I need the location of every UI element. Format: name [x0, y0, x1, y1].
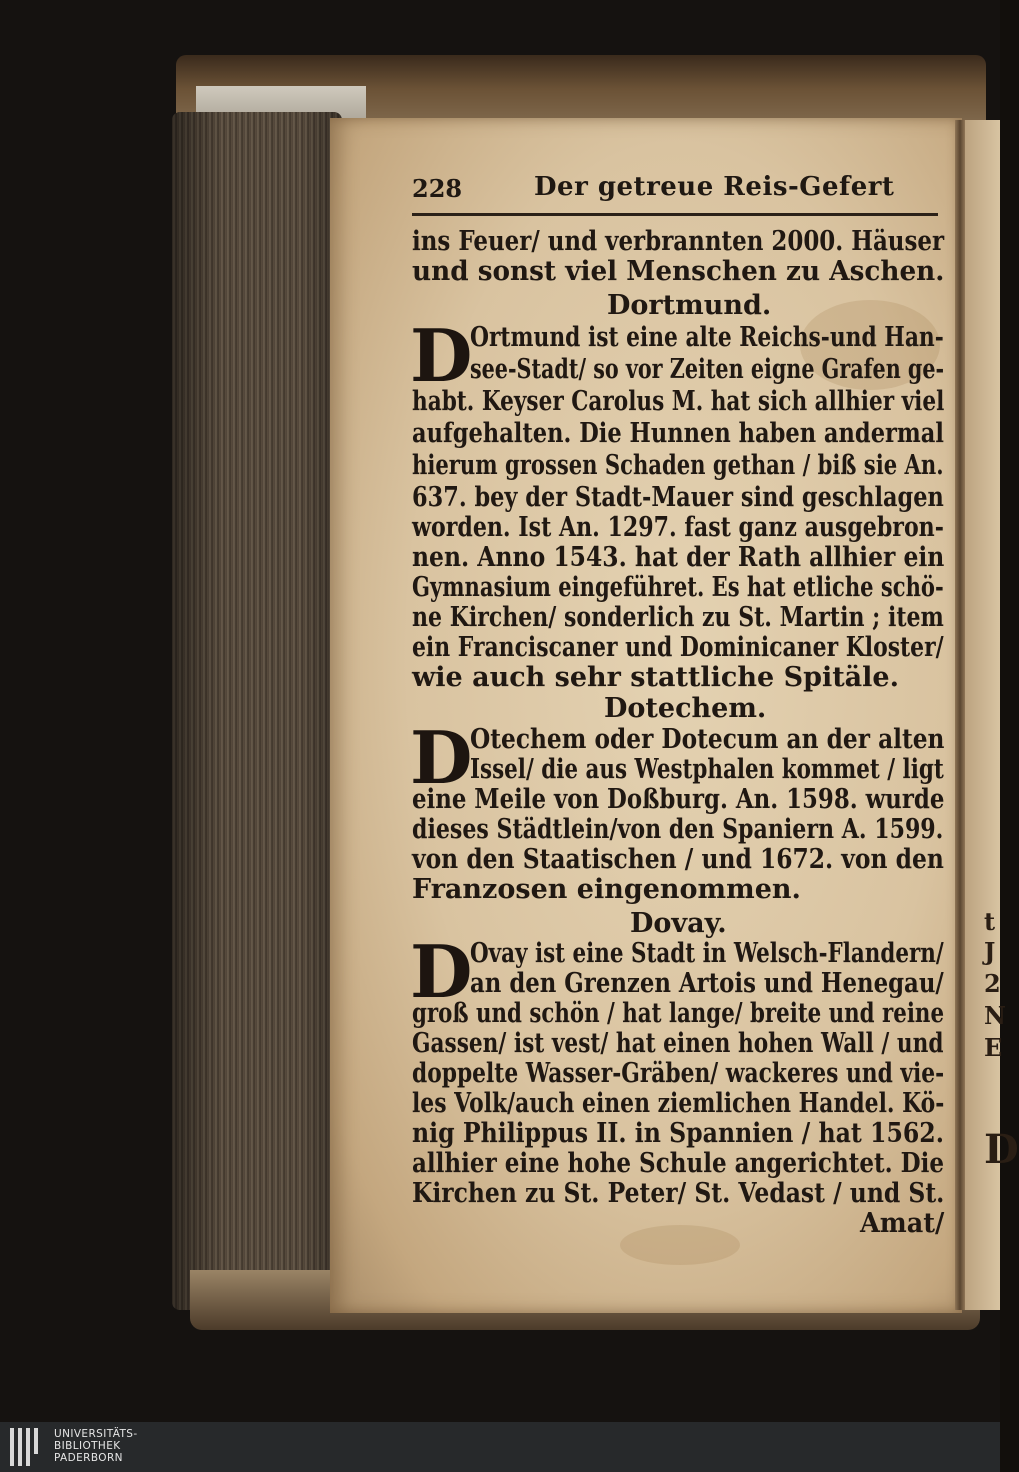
text-line: wie auch sehr stattliche Spitäle. [412, 662, 900, 693]
text-line: Franzosen eingenommen. [412, 874, 801, 905]
text-line: hierum grossen Schaden gethan / biß sie An. [412, 450, 944, 481]
library-logo-icon [10, 1428, 46, 1466]
text-line: Ovay ist eine Stadt in Welsch-Flandern/ [470, 938, 944, 969]
text-line: Ortmund ist eine alte Reichs-und Han- [470, 322, 944, 353]
facing-page-fragment: D [984, 1126, 1019, 1173]
drop-initial: D [410, 929, 473, 1014]
text-line: worden. Ist An. 1297. fast ganz ausgebron- [412, 512, 944, 543]
text-line: doppelte Wasser-Gräben/ wackeres und vie- [412, 1058, 945, 1089]
text-line: dieses Städtlein/von den Spaniern A. 1599. [412, 814, 944, 845]
text-line: ein Franciscaner und Dominicaner Kloster/ [412, 632, 944, 663]
header-rule [412, 213, 938, 216]
text-line: groß und schön / hat lange/ breite und reine [412, 998, 945, 1029]
library-name-line1: UNIVERSITÄTS- [54, 1428, 138, 1440]
text-line: ins Feuer/ und verbrannten 2000. Häuser [412, 226, 945, 257]
text-line: eine Meile von Doßburg. An. 1598. wurde [412, 784, 945, 815]
text-line: Otechem oder Dotecum an der alten [470, 724, 945, 755]
text-line: nen. Anno 1543. hat der Rath allhier ein [412, 542, 945, 573]
section-heading: Dortmund. [607, 290, 772, 321]
facing-page-fragment: t [984, 907, 996, 936]
facing-page-fragment: N [984, 1001, 1006, 1030]
text-line: 637. bey der Stadt-Mauer sind geschlagen [412, 482, 944, 513]
library-name [54, 1428, 138, 1464]
library-name-line2: BIBLIOTHEK [54, 1440, 121, 1452]
text-line: Issel/ die aus Westphalen kommet / ligt [470, 754, 944, 785]
text-line: nig Philippus II. in Spannien / hat 1562. [412, 1118, 944, 1149]
text-line: Gassen/ ist vest/ hat einen hohen Wall / und [412, 1028, 944, 1059]
page-stain [620, 1225, 740, 1265]
text-line: von den Staatischen / und 1672. von den [412, 844, 944, 875]
text-line: und sonst viel Menschen zu Aschen. [412, 256, 945, 287]
page-block-shadow [172, 112, 342, 1310]
text-line: allhier eine hohe Schule angerichtet. Die [412, 1148, 945, 1179]
text-line: Gymnasium eingeführet. Es hat etliche schö- [412, 572, 944, 603]
page-number: 228 [412, 174, 463, 203]
text-line: see-Stadt/ so vor Zeiten eigne Grafen ge- [470, 354, 945, 385]
library-name-line3: PADERBORN [54, 1452, 123, 1464]
facing-page-fragment: E [984, 1033, 1003, 1062]
text-line: Kirchen zu St. Peter/ St. Vedast / und St. [412, 1178, 945, 1209]
text-line: habt. Keyser Carolus M. hat sich allhier viel [412, 386, 945, 417]
library-footer [0, 1422, 1000, 1472]
running-head: Der getreue Reis-Gefert [534, 172, 895, 202]
text-line: les Volk/auch einen ziemlichen Handel. Kö- [412, 1088, 945, 1119]
section-heading: Dovay. [630, 908, 727, 939]
drop-initial: D [410, 715, 473, 800]
facing-page-fragment: 2 [984, 969, 1001, 998]
gutter [955, 120, 965, 1310]
facing-page-fragment: J [984, 937, 996, 966]
text-line: ne Kirchen/ sonderlich zu St. Martin ; item [412, 602, 944, 633]
section-heading: Dotechem. [604, 693, 767, 724]
catchword: Amat/ [860, 1208, 945, 1239]
drop-initial: D [410, 313, 473, 398]
text-line: aufgehalten. Die Hunnen haben andermal [412, 418, 944, 449]
text-line: an den Grenzen Artois und Henegau/ [470, 968, 944, 999]
page-header [412, 172, 944, 206]
